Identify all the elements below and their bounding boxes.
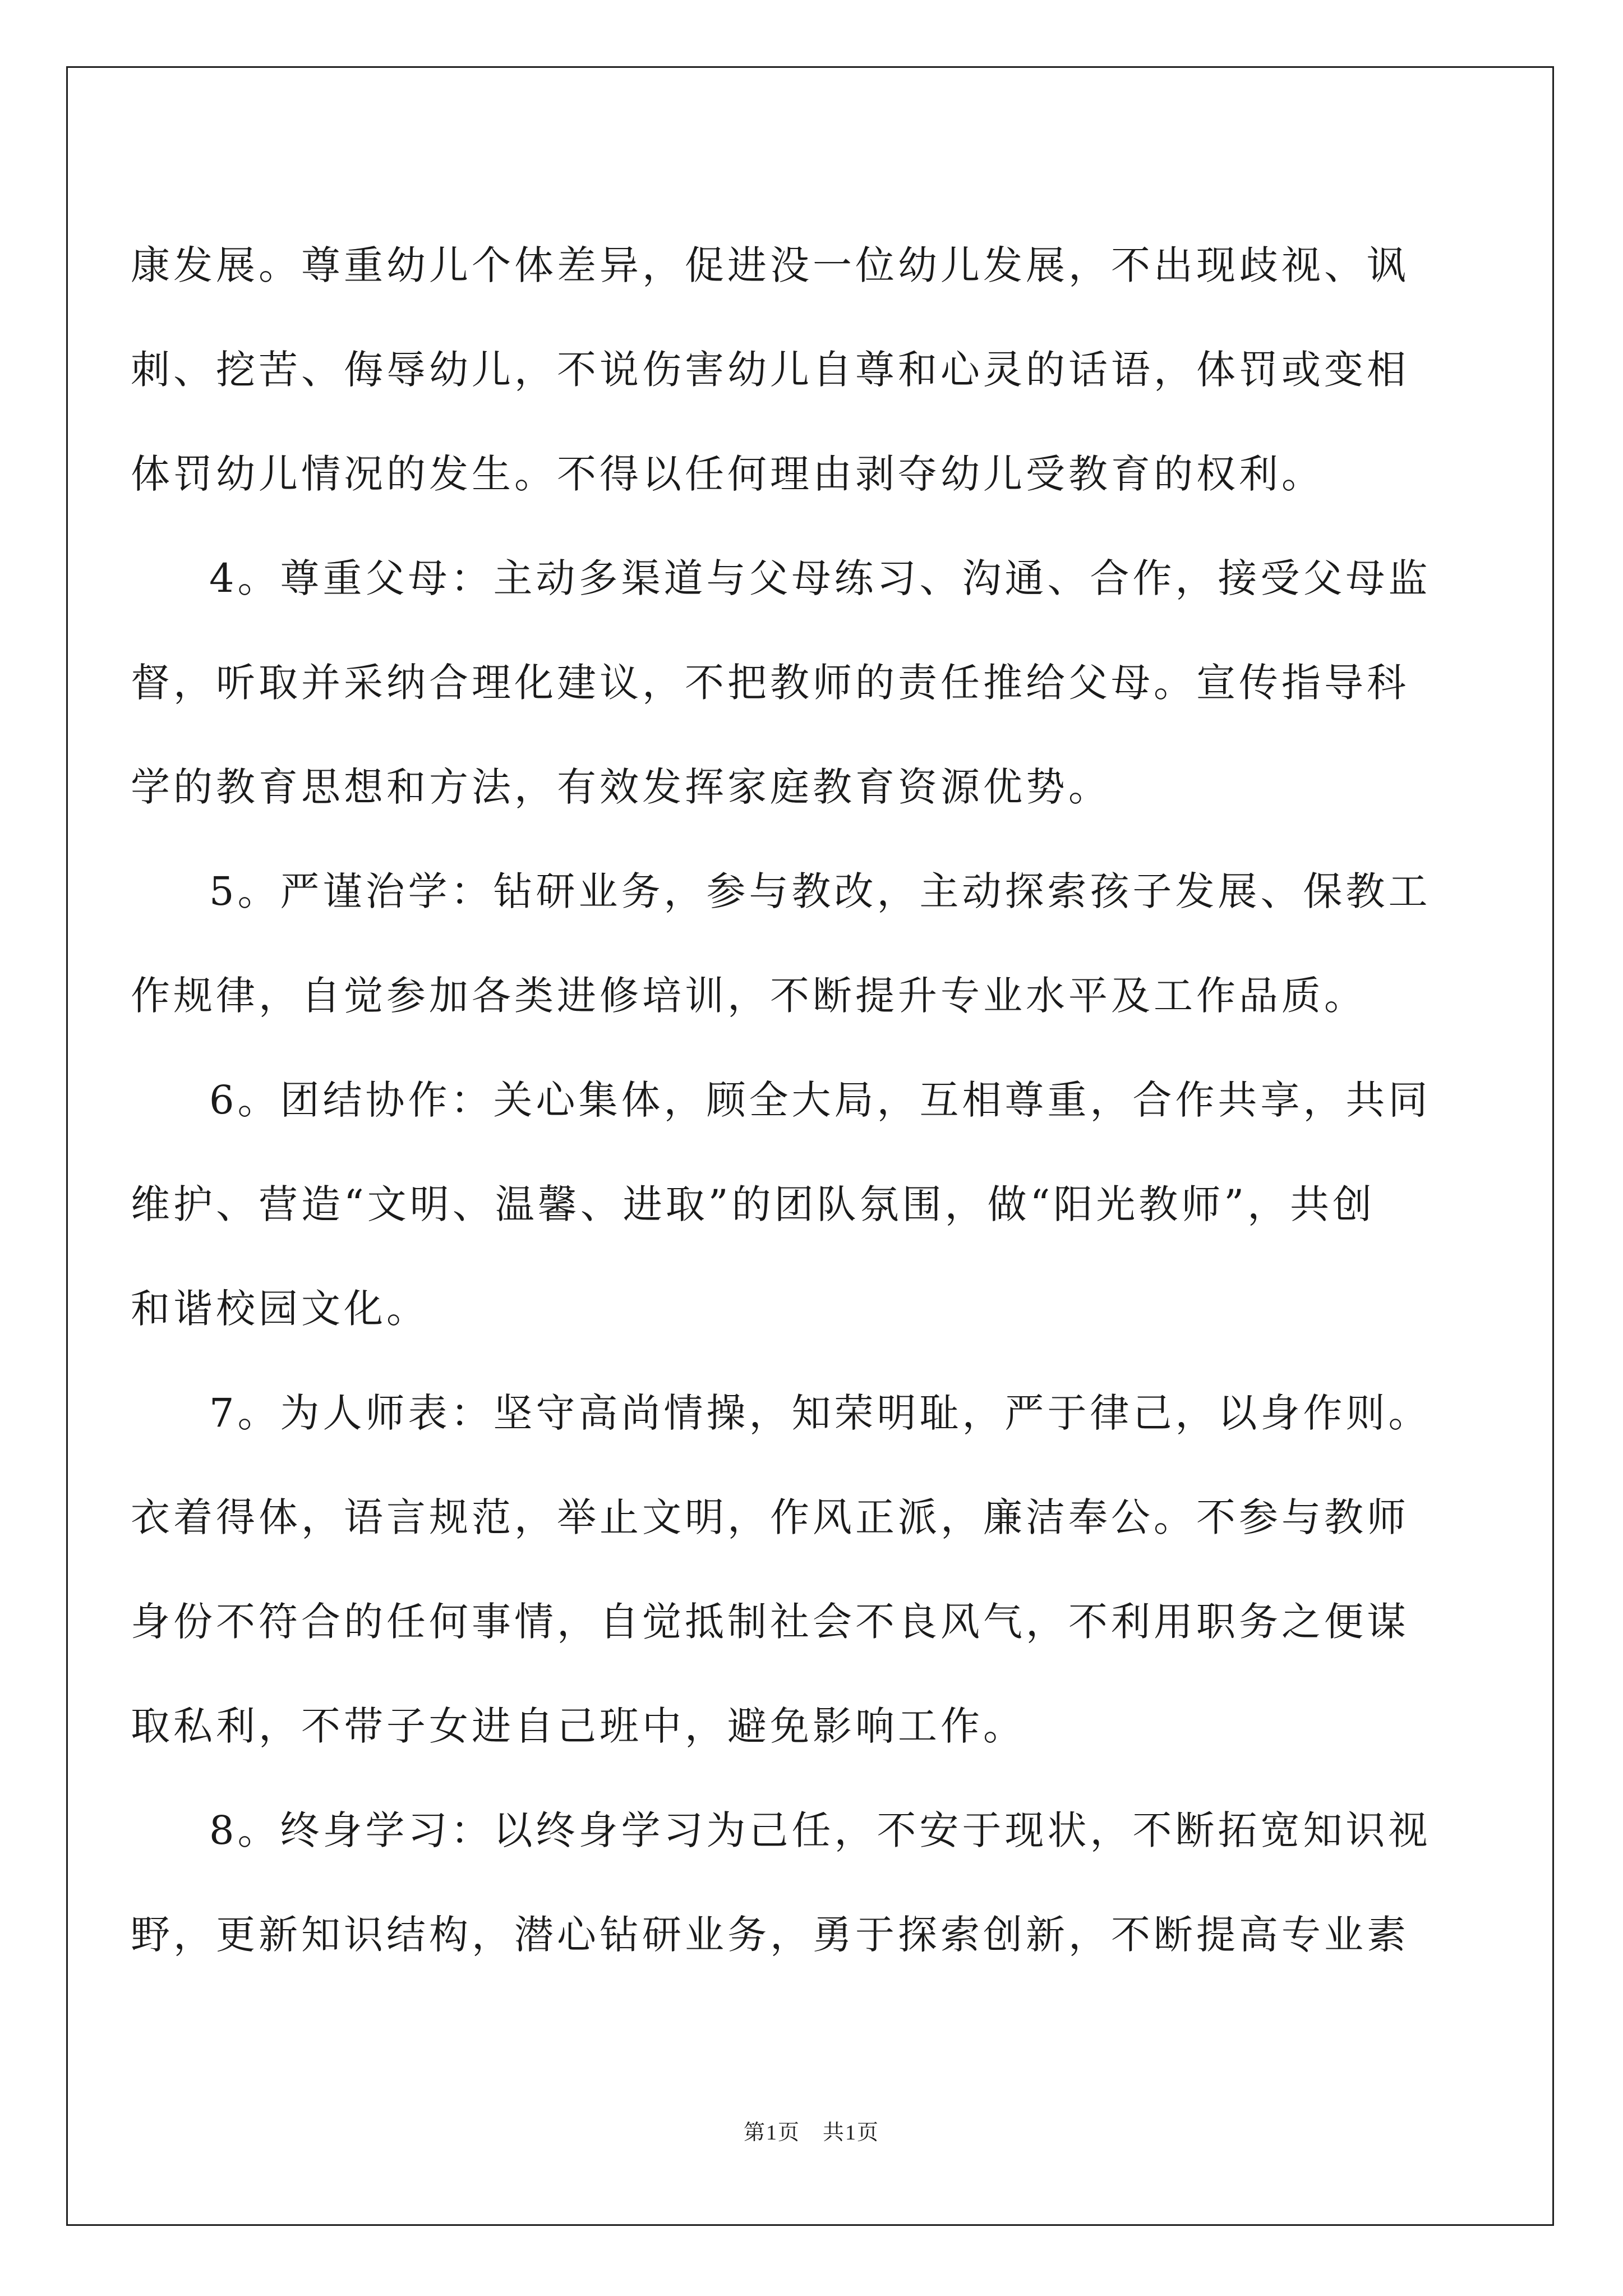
page-total: 共1页 xyxy=(823,2121,880,2145)
text-line: 作规律，自觉参加各类进修培训，不断提升专业水平及工作品质。 xyxy=(131,973,1367,1019)
paragraph-start-line: 6。团结协作：关心集体，顾全大局，互相尊重，合作共享，共同 xyxy=(209,1077,1431,1123)
paragraph-start-line: 4。尊重父母：主动多渠道与父母练习、沟通、合作，接受父母监 xyxy=(209,555,1431,601)
text-line: 维护、营造“文明、温馨、进取”的团队氛围，做“阳光教师”，共创 xyxy=(131,1181,1376,1227)
text-line: 身份不符合的任何事情，自觉抵制社会不良风气，不利用职务之便谋 xyxy=(131,1599,1409,1645)
paragraph-start-line: 5。严谨治学：钻研业务，参与教改，主动探索孩子发展、保教工 xyxy=(209,868,1431,914)
text-line: 刺、挖苦、侮辱幼儿，不说伤害幼儿自尊和心灵的话语，体罚或变相 xyxy=(131,347,1409,393)
text-line: 学的教育思想和方法，有效发挥家庭教育资源优势。 xyxy=(131,764,1111,810)
text-line: 野，更新知识结构，潜心钻研业务，勇于探索创新，不断提高专业素 xyxy=(131,1912,1409,1958)
page-number: 第1页 xyxy=(743,2121,800,2145)
text-line: 衣着得体，语言规范，举止文明，作风正派，廉洁奉公。不参与教师 xyxy=(131,1494,1409,1540)
text-line: 体罚幼儿情况的发生。不得以任何理由剥夺幼儿受教育的权利。 xyxy=(131,451,1324,497)
paragraph-start-line: 7。为人师表：坚守高尚情操，知荣明耻，严于律己，以身作则。 xyxy=(209,1390,1431,1436)
document-body xyxy=(131,213,1488,1987)
text-line: 和谐校园文化。 xyxy=(131,1286,429,1332)
text-line: 督，听取并采纳合理化建议，不把教师的责任推给父母。宣传指导科 xyxy=(131,660,1409,706)
text-line: 康发展。尊重幼儿个体差异，促进没一位幼儿发展，不出现歧视、讽 xyxy=(131,242,1409,288)
page-footer xyxy=(0,2115,1623,2146)
paragraph-start-line: 8。终身学习：以终身学习为己任，不安于现状，不断拓宽知识视 xyxy=(209,1807,1431,1853)
text-line: 取私利，不带子女进自己班中，避免影响工作。 xyxy=(131,1703,1026,1749)
